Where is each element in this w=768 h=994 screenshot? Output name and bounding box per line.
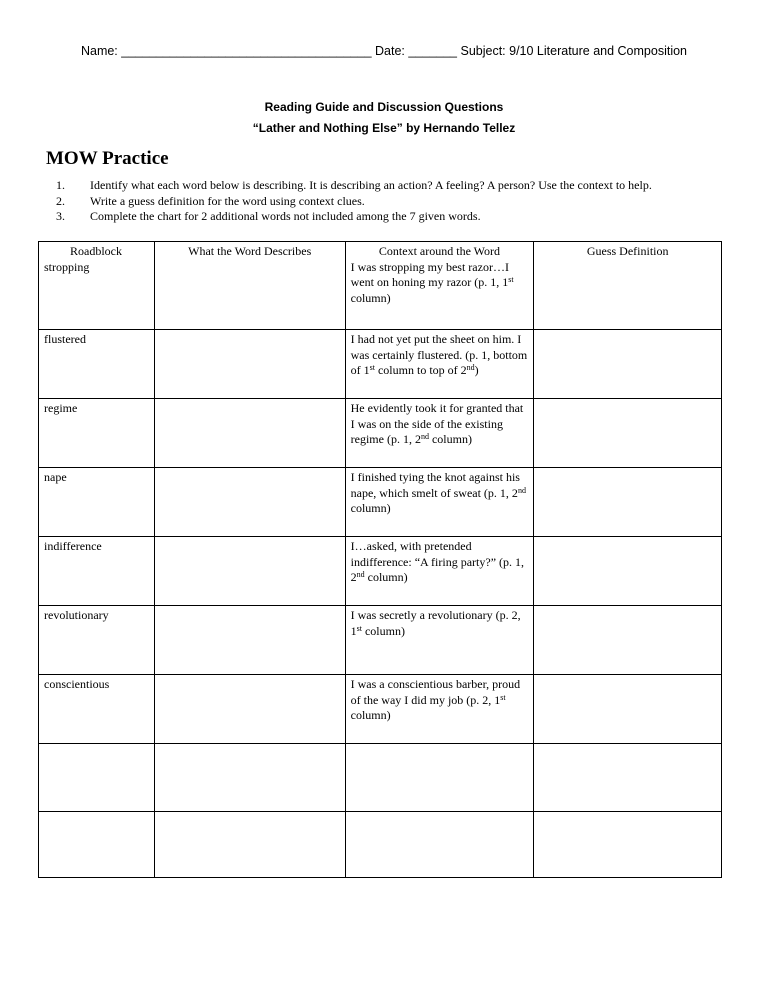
context-superscript: nd bbox=[517, 485, 526, 495]
title-line-1: Reading Guide and Discussion Questions bbox=[264, 100, 504, 114]
context-text: column) bbox=[350, 290, 391, 305]
describes-cell[interactable] bbox=[154, 242, 345, 330]
table-row bbox=[39, 537, 722, 606]
context-superscript: nd bbox=[356, 570, 365, 579]
table-row bbox=[39, 468, 722, 537]
word-cell[interactable] bbox=[39, 242, 155, 330]
section-heading: MOW Practice bbox=[46, 148, 169, 169]
table-row-blank bbox=[39, 744, 722, 812]
context-cell bbox=[345, 399, 534, 468]
word-cell bbox=[39, 330, 155, 399]
instruction-text: Write a guess definition for the word using context clues. bbox=[90, 193, 365, 208]
describes-cell[interactable] bbox=[154, 468, 345, 537]
word-text: flustered bbox=[44, 332, 86, 346]
context-text: column to top of 2 bbox=[374, 363, 467, 377]
instruction-number: 1. bbox=[56, 178, 65, 192]
context-text: I was stropping my best razor…I went on honing my razor (p. 1, 1 bbox=[350, 259, 509, 289]
word-cell bbox=[39, 606, 155, 675]
word-cell bbox=[39, 675, 155, 744]
describes-cell[interactable] bbox=[154, 675, 345, 744]
instruction-item bbox=[56, 178, 756, 194]
definition-cell[interactable] bbox=[534, 399, 722, 468]
instruction-number: 2. bbox=[56, 193, 65, 208]
definition-cell[interactable] bbox=[534, 242, 722, 330]
definition-cell[interactable] bbox=[534, 537, 722, 606]
word-text: revolutionary bbox=[44, 608, 109, 622]
vocabulary-chart bbox=[38, 241, 722, 878]
describes-cell[interactable] bbox=[154, 744, 345, 812]
word-cell bbox=[39, 399, 155, 468]
table-row bbox=[39, 606, 722, 675]
word-cell bbox=[39, 468, 155, 537]
definition-cell[interactable] bbox=[534, 606, 722, 675]
word-text: conscientious bbox=[44, 677, 110, 691]
describes-cell[interactable] bbox=[154, 537, 345, 606]
header-context: Context around the Word bbox=[378, 244, 501, 258]
context-text: I finished tying the knot against his nape, which smelt of sweat (p. 1, 2 bbox=[350, 470, 520, 500]
instruction-text: Complete the chart for 2 additional words not included among the 7 given words. bbox=[90, 209, 481, 223]
instruction-text: Identify what each word below is describing. It is describing an action? A feeling? A person? Use the context to help. bbox=[90, 178, 652, 192]
definition-cell[interactable] bbox=[534, 812, 722, 878]
definition-cell[interactable] bbox=[534, 468, 722, 537]
context-text: I…asked, with pretended indifference: “A firing party?” (p. 1, 2 bbox=[350, 539, 525, 584]
context-text: He evidently took it for granted that I was on the side of the existing regime (p. 1, 2 bbox=[350, 401, 524, 446]
word-cell-blank[interactable] bbox=[39, 744, 155, 812]
word-text: nape bbox=[44, 470, 67, 484]
describes-cell[interactable] bbox=[154, 330, 345, 399]
context-text: column) bbox=[364, 570, 408, 584]
header-describes: What the Word Describes bbox=[188, 244, 312, 258]
word-cell bbox=[39, 537, 155, 606]
context-text: ) bbox=[474, 363, 479, 377]
definition-cell[interactable] bbox=[534, 330, 722, 399]
table-row bbox=[39, 242, 722, 330]
context-text: column) bbox=[350, 501, 391, 515]
context-cell bbox=[345, 537, 534, 606]
word-cell-blank[interactable] bbox=[39, 812, 155, 878]
instruction-number: 3. bbox=[56, 209, 65, 223]
table-row-blank bbox=[39, 812, 722, 878]
context-cell-blank[interactable] bbox=[345, 812, 534, 878]
context-superscript: nd bbox=[466, 363, 475, 372]
context-cell bbox=[345, 675, 534, 744]
context-cell bbox=[345, 468, 534, 537]
title-line-2: “Lather and Nothing Else” by Hernando Tellez bbox=[252, 121, 516, 135]
word-text: stropping bbox=[44, 259, 90, 274]
definition-cell[interactable] bbox=[534, 675, 722, 744]
context-cell bbox=[345, 330, 534, 399]
describes-cell[interactable] bbox=[154, 399, 345, 468]
context-text: I was secretly a revolutionary (p. 2, 1 bbox=[350, 608, 521, 638]
instruction-item bbox=[56, 194, 756, 210]
context-text: I had not yet put the sheet on him. I was certainly flustered. (p. 1, bottom of 1 bbox=[350, 332, 528, 377]
describes-cell[interactable] bbox=[154, 606, 345, 675]
table-row bbox=[39, 675, 722, 744]
context-cell bbox=[345, 242, 534, 330]
describes-cell[interactable] bbox=[154, 812, 345, 878]
definition-cell[interactable] bbox=[534, 744, 722, 812]
context-text: I was a conscientious barber, proud of the way I did my job (p. 2, 1 bbox=[350, 677, 521, 707]
context-text: column) bbox=[428, 432, 472, 446]
context-cell-blank[interactable] bbox=[345, 744, 534, 812]
document-title bbox=[0, 97, 768, 139]
context-superscript: st bbox=[500, 692, 506, 702]
context-superscript: st bbox=[508, 275, 514, 284]
instructions-list bbox=[56, 178, 756, 225]
header-roadblock: Roadblock bbox=[70, 244, 122, 258]
word-text: regime bbox=[44, 401, 78, 415]
table-row bbox=[39, 330, 722, 399]
instruction-item bbox=[56, 209, 756, 225]
header-name-date-subject: Name: ____________________________________ Date: _______ Subject: 9/10 Literature and Composition bbox=[80, 44, 688, 58]
context-superscript: st bbox=[356, 623, 362, 633]
word-text: indifference bbox=[44, 539, 102, 553]
context-superscript: st bbox=[369, 363, 375, 372]
context-text: column) bbox=[361, 623, 405, 638]
context-cell bbox=[345, 606, 534, 675]
context-superscript: nd bbox=[420, 432, 429, 441]
header-definition: Guess Definition bbox=[586, 244, 669, 258]
context-text: column) bbox=[350, 708, 391, 722]
table-row bbox=[39, 399, 722, 468]
